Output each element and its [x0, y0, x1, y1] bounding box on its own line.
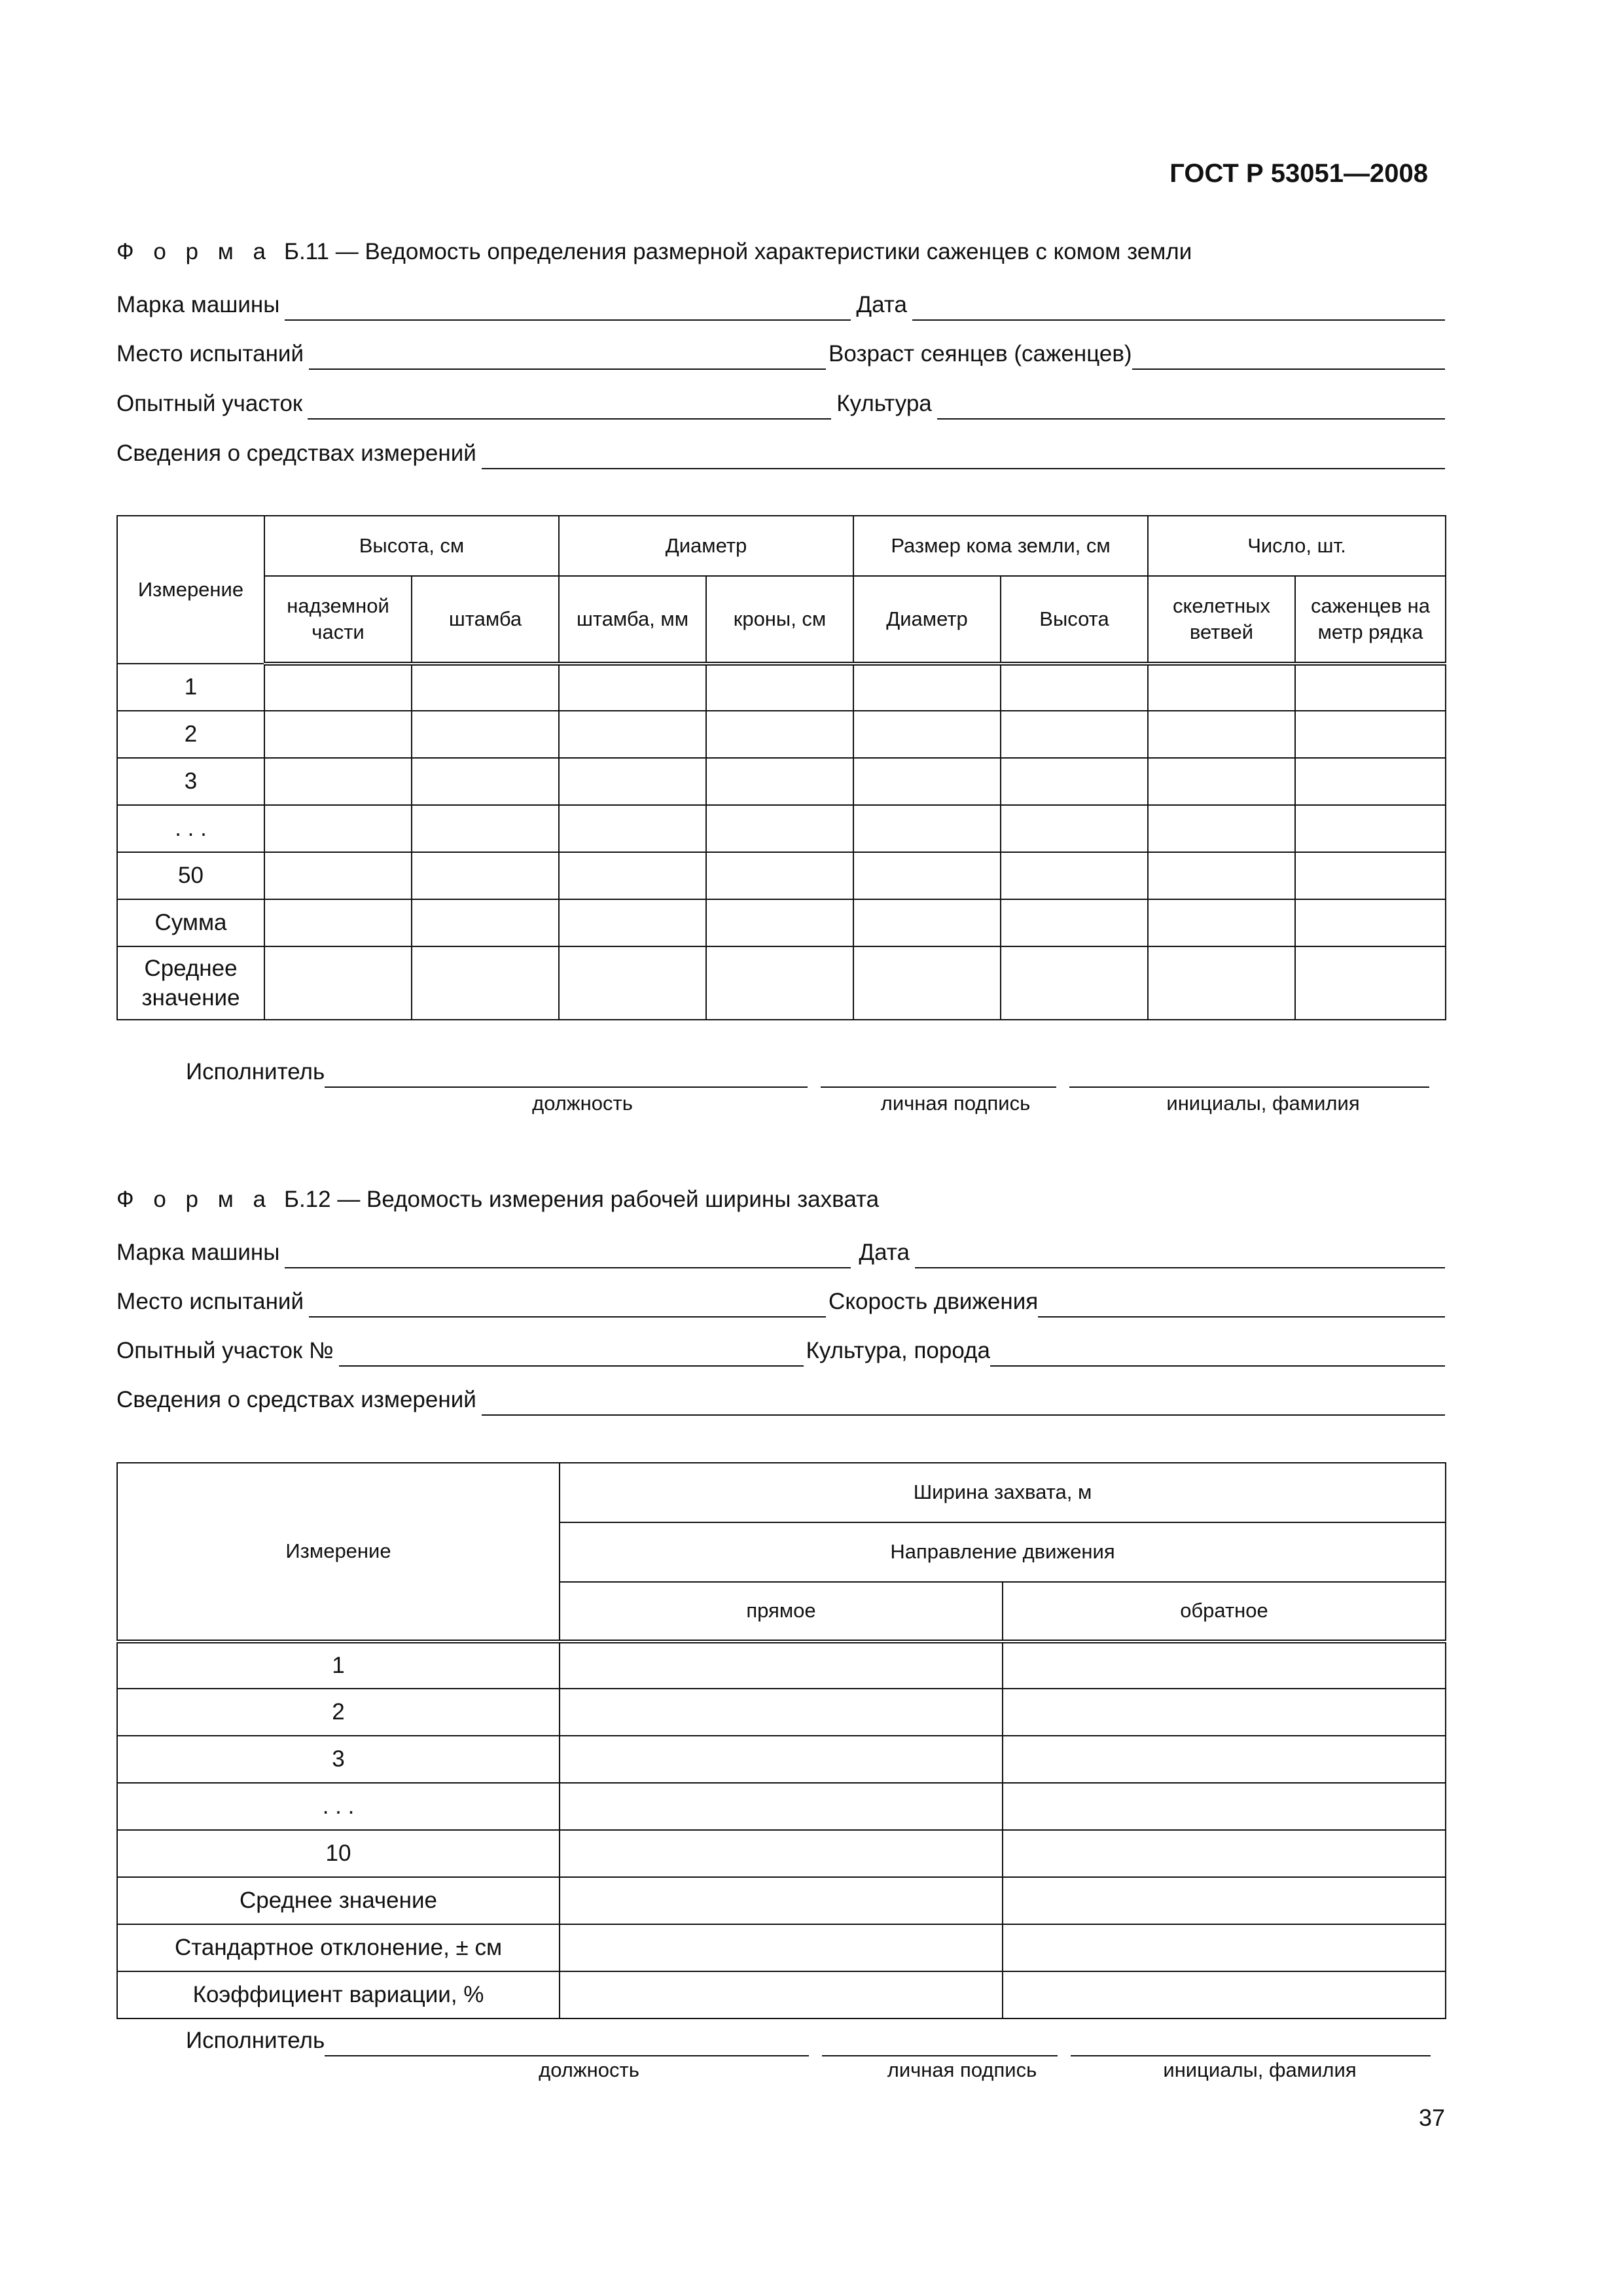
form11-age-field[interactable]: [1132, 342, 1445, 370]
table-cell[interactable]: [706, 805, 853, 852]
form11-group-clod: Размер кома земли, см: [853, 516, 1148, 576]
table-cell[interactable]: [706, 711, 853, 758]
form11-col-measure: Измерение: [117, 516, 264, 664]
table-cell[interactable]: [1003, 1736, 1446, 1783]
table-cell[interactable]: [560, 1877, 1003, 1924]
form12-date-field[interactable]: [915, 1241, 1445, 1268]
table-cell[interactable]: [1001, 899, 1148, 946]
form12-date-label: Дата: [859, 1240, 910, 1265]
table-row: [117, 852, 1446, 899]
table-cell[interactable]: [412, 899, 559, 946]
form11-position-field[interactable]: [325, 1060, 808, 1088]
form12-field-row-3: [116, 1334, 1445, 1367]
table-cell[interactable]: [1148, 899, 1295, 946]
form11-means-field[interactable]: [482, 442, 1445, 469]
table-cell[interactable]: [853, 946, 1001, 1020]
table-row: [117, 1641, 1446, 1689]
form11-row-label: 50: [117, 852, 264, 899]
table-cell[interactable]: [1003, 1924, 1446, 1971]
form11-date-label: Дата: [856, 292, 907, 317]
table-cell[interactable]: [1001, 711, 1148, 758]
form11-means-label: Сведения о средствах измерений: [116, 440, 476, 466]
form11-place-label: Место испытаний: [116, 341, 304, 367]
form11-subcol: Высота: [1001, 576, 1148, 664]
table-cell[interactable]: [559, 664, 706, 711]
table-cell[interactable]: [264, 664, 412, 711]
form12-place-label: Место испытаний: [116, 1289, 304, 1314]
form11-signature-line: [186, 1055, 1445, 1088]
form11-age-label: Возраст сеянцев (саженцев): [829, 341, 1132, 367]
form11-brand-label: Марка машины: [116, 292, 280, 317]
form12-name-field[interactable]: [1071, 2029, 1431, 2056]
table-row: [117, 1783, 1446, 1830]
form12-col-measure: Измерение: [117, 1463, 560, 1641]
table-cell[interactable]: [560, 1830, 1003, 1877]
table-cell[interactable]: [1295, 852, 1446, 899]
table-cell[interactable]: [559, 758, 706, 805]
form11-place-field[interactable]: [309, 342, 826, 370]
form11-title-prefix: Ф о р м а: [116, 239, 272, 264]
table-cell[interactable]: [1295, 711, 1446, 758]
table-cell[interactable]: [559, 946, 706, 1020]
form12-sign-field[interactable]: [822, 2029, 1058, 2056]
form12-title: [116, 1187, 879, 1213]
form12-title-prefix: Ф о р м а: [116, 1187, 272, 1212]
table-row: [117, 1924, 1446, 1971]
form11-group-diameter: Диаметр: [559, 516, 853, 576]
table-cell[interactable]: [1148, 946, 1295, 1020]
form12-place-field[interactable]: [309, 1290, 826, 1318]
table-cell[interactable]: [1295, 664, 1446, 711]
form12-field-row-4: [116, 1383, 1445, 1416]
form11-caption-sign: личная подпись: [880, 1092, 1031, 1115]
table-cell[interactable]: [1003, 1783, 1446, 1830]
table-row: [117, 946, 1446, 1020]
table-row: [117, 758, 1446, 805]
form11-row-label: 2: [117, 711, 264, 758]
form12-caption-name: инициалы, фамилия: [1163, 2058, 1357, 2081]
form12-speed-field[interactable]: [1038, 1290, 1445, 1318]
form12-culture-label: Культура, порода: [806, 1338, 990, 1363]
form11-field-row-4: [116, 437, 1445, 469]
table-cell[interactable]: [560, 1736, 1003, 1783]
table-cell[interactable]: [1148, 758, 1295, 805]
table-cell[interactable]: [1295, 805, 1446, 852]
form12-field-row-2: [116, 1285, 1445, 1318]
table-cell[interactable]: [560, 1689, 1003, 1736]
form12-subcol-forward: прямое: [560, 1582, 1003, 1641]
table-row: [117, 899, 1446, 946]
form12-caption-sign: личная подпись: [887, 2058, 1037, 2081]
table-cell[interactable]: [264, 711, 412, 758]
form12-caption-position: должность: [539, 2058, 639, 2081]
form11-date-field[interactable]: [912, 293, 1445, 321]
table-cell[interactable]: [706, 946, 853, 1020]
table-cell[interactable]: [264, 758, 412, 805]
document-header-id: ГОСТ Р 53051—2008: [1169, 159, 1428, 188]
table-cell[interactable]: [560, 1783, 1003, 1830]
form11-field-row-3: [116, 387, 1445, 420]
form11-subcol: скелетных ветвей: [1148, 576, 1295, 664]
table-cell[interactable]: [1003, 1971, 1446, 2018]
table-cell[interactable]: [853, 664, 1001, 711]
form11-group-height: Высота, см: [264, 516, 559, 576]
table-cell[interactable]: [1148, 664, 1295, 711]
table-cell[interactable]: [412, 664, 559, 711]
form11-plot-label: Опытный участок: [116, 391, 303, 416]
form11-row-label: Сумма: [117, 899, 264, 946]
table-cell[interactable]: [1003, 1689, 1446, 1736]
table-cell[interactable]: [559, 852, 706, 899]
table-cell[interactable]: [1003, 1641, 1446, 1689]
form12-brand-field[interactable]: [285, 1241, 851, 1268]
form12-signature-line: [186, 2024, 1445, 2056]
table-cell[interactable]: [706, 899, 853, 946]
form12-plot-label: Опытный участок №: [116, 1338, 334, 1363]
table-cell[interactable]: [706, 852, 853, 899]
table-cell[interactable]: [559, 711, 706, 758]
form11-name-field[interactable]: [1069, 1060, 1429, 1088]
table-cell[interactable]: [1001, 805, 1148, 852]
form12-brand-label: Марка машины: [116, 1240, 280, 1265]
table-row: [117, 1736, 1446, 1783]
form11-culture-label: Культура: [836, 391, 932, 416]
form11-brand-field[interactable]: [285, 293, 851, 321]
form12-means-field[interactable]: [482, 1388, 1445, 1416]
form11-caption-name: инициалы, фамилия: [1166, 1092, 1360, 1115]
table-row: [117, 1830, 1446, 1877]
form11-subcol: штамба, мм: [559, 576, 706, 664]
table-cell[interactable]: [412, 805, 559, 852]
form12-row-label: 1: [117, 1641, 560, 1689]
table-cell[interactable]: [559, 805, 706, 852]
table-cell[interactable]: [1148, 852, 1295, 899]
page-number: 37: [1418, 2104, 1445, 2131]
table-cell[interactable]: [853, 805, 1001, 852]
table-cell[interactable]: [853, 899, 1001, 946]
table-row: [117, 1971, 1446, 2018]
form12-subcol-reverse: обратное: [1003, 1582, 1446, 1641]
form11-subcol: саженцев на метр рядка: [1295, 576, 1446, 664]
table-cell[interactable]: [559, 899, 706, 946]
table-cell[interactable]: [1003, 1830, 1446, 1877]
table-cell[interactable]: [706, 758, 853, 805]
table-cell[interactable]: [853, 852, 1001, 899]
form11-culture-field[interactable]: [937, 392, 1445, 420]
table-row: [117, 805, 1446, 852]
table-cell[interactable]: [853, 758, 1001, 805]
table-cell[interactable]: [1295, 946, 1446, 1020]
table-cell[interactable]: [1148, 711, 1295, 758]
form12-culture-field[interactable]: [990, 1339, 1445, 1367]
form11-field-row-2: [116, 337, 1445, 370]
form12-row-label: Среднее значение: [117, 1877, 560, 1924]
table-cell[interactable]: [1003, 1877, 1446, 1924]
table-cell[interactable]: [560, 1641, 1003, 1689]
form11-row-label: . . .: [117, 805, 264, 852]
form12-row-label: 2: [117, 1689, 560, 1736]
table-row: [117, 711, 1446, 758]
form11-row-label: 3: [117, 758, 264, 805]
form11-sign-field[interactable]: [821, 1060, 1056, 1088]
form11-row-label: 1: [117, 664, 264, 711]
form12-title-text: Б.12 — Ведомость измерения рабочей ширины захвата: [283, 1187, 880, 1212]
form11-subcol: надземной части: [264, 576, 412, 664]
form11-subcol: кроны, см: [706, 576, 853, 664]
table-cell[interactable]: [264, 805, 412, 852]
form12-field-row-1: [116, 1236, 1445, 1268]
form12-row-label: 3: [117, 1736, 560, 1783]
form11-subcol: штамба: [412, 576, 559, 664]
table-cell[interactable]: [264, 852, 412, 899]
table-cell[interactable]: [412, 711, 559, 758]
form12-speed-label: Скорость движения: [829, 1289, 1039, 1314]
form12-header-direction: Направление движения: [560, 1522, 1446, 1582]
form11-title-text: Б.11 — Ведомость определения размерной характеристики саженцев с комом земли: [283, 239, 1192, 264]
form12-plot-field[interactable]: [339, 1339, 804, 1367]
table-cell[interactable]: [1295, 758, 1446, 805]
table-cell[interactable]: [1148, 805, 1295, 852]
form11-field-row-1: [116, 288, 1445, 321]
form11-plot-field[interactable]: [308, 392, 831, 420]
form11-title: [116, 239, 1192, 265]
form12-row-label: 10: [117, 1830, 560, 1877]
table-cell[interactable]: [853, 711, 1001, 758]
form12-means-label: Сведения о средствах измерений: [116, 1387, 476, 1412]
table-cell[interactable]: [412, 758, 559, 805]
table-cell[interactable]: [560, 1924, 1003, 1971]
form12-table: [116, 1462, 1446, 2019]
table-cell[interactable]: [264, 946, 412, 1020]
table-cell[interactable]: [1001, 664, 1148, 711]
form12-row-label: Коэффициент вариации, %: [117, 1971, 560, 2018]
form11-caption-position: должность: [532, 1092, 633, 1115]
table-row: [117, 1877, 1446, 1924]
table-cell[interactable]: [1001, 946, 1148, 1020]
form12-position-field[interactable]: [325, 2029, 809, 2056]
table-cell[interactable]: [706, 664, 853, 711]
table-cell[interactable]: [264, 899, 412, 946]
table-cell[interactable]: [560, 1971, 1003, 2018]
table-cell[interactable]: [1001, 758, 1148, 805]
form11-row-label: Среднее значение: [117, 946, 264, 1020]
table-cell[interactable]: [1001, 852, 1148, 899]
form12-row-label: Стандартное отклонение, ± см: [117, 1924, 560, 1971]
form12-header-width: Ширина захвата, м: [560, 1463, 1446, 1522]
form12-executor-label: Исполнитель: [186, 2028, 325, 2053]
table-row: [117, 664, 1446, 711]
form11-subcol: Диаметр: [853, 576, 1001, 664]
form11-executor-label: Исполнитель: [186, 1059, 325, 1085]
form11-table: [116, 515, 1446, 1020]
table-cell[interactable]: [412, 946, 559, 1020]
form12-row-label: . . .: [117, 1783, 560, 1830]
table-cell[interactable]: [412, 852, 559, 899]
table-cell[interactable]: [1295, 899, 1446, 946]
form11-group-count: Число, шт.: [1148, 516, 1446, 576]
table-row: [117, 1689, 1446, 1736]
